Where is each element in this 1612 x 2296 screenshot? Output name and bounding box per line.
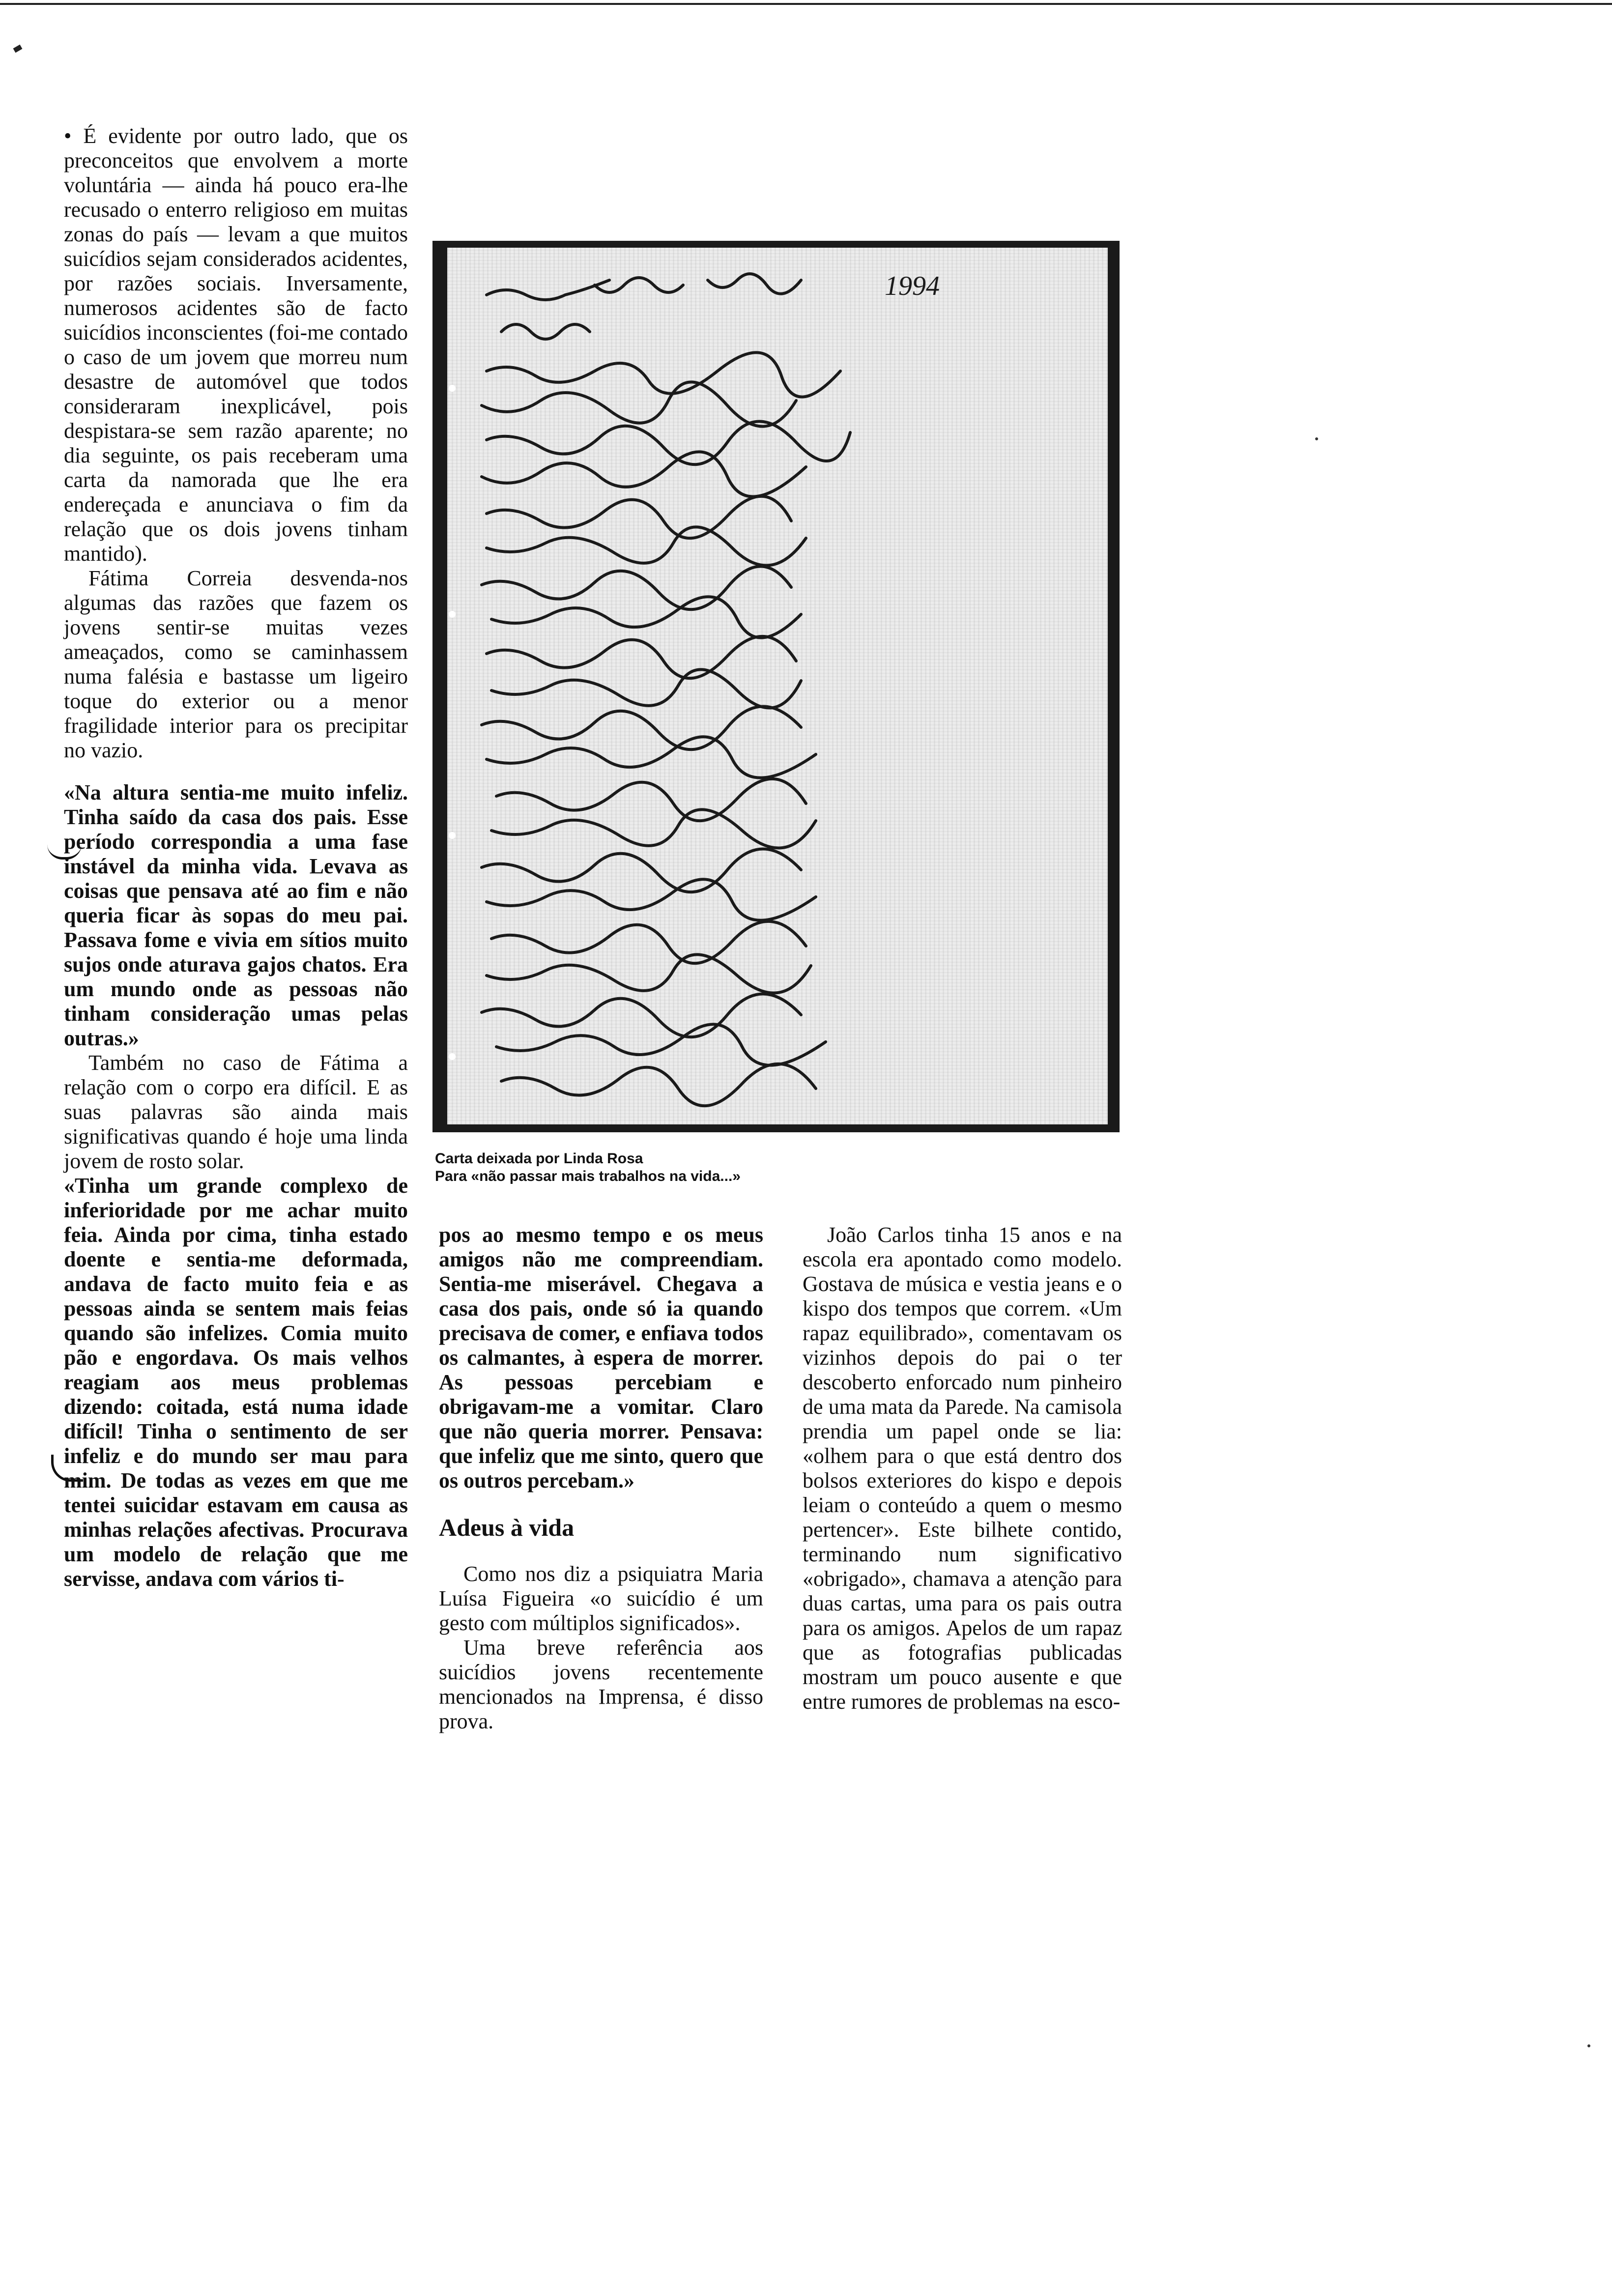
handwriting-scribbles — [432, 241, 1120, 1132]
figure-caption — [435, 1150, 926, 1185]
paragraph: • É evidente por outro lado, que os preconceitos que envolvem a morte voluntária — ainda há pouco era-lhe recusado o enterro religioso em muitas zonas do país — levam a que muitos suicídios sejam considerados acidentes, por razões sociais. Inversamente, numerosos acidentes são de facto suicídios inconscientes (foi-me contado o caso de um jovem que morreu num desastre de automóvel que todos consideraram inexplicável, pois despistara-se sem razão aparente; no dia seguinte, os pais receberam uma carta da namorada que lhe era endereçada e anunciava o fim da relação que os dois jovens tinham mantido). — [64, 124, 408, 566]
speck — [1315, 437, 1318, 440]
corner-mark — [13, 45, 23, 53]
paragraph: João Carlos tinha 15 anos e na escola era apontado como modelo. Gostava de música e vestia jeans e o kispo dos tempos que correm. «Um rapaz equilibrado», comentavam os vizinhos depois do pai o ter descoberto enforcado num pinheiro de uma mata da Parede. Na camisola prendia um papel onde se lia: «olhem para o que está dentro dos bolsos exteriores do kispo e depois leiam o conteúdo a quem o mesmo pertencer». Este bilhete contido, terminando num significativo «obrigado», chamava a atenção para duas cartas, uma para os pais outra para os amigos. Apelos de um rapaz que as fotografias publicadas mostram um pouco ausente e que entre rumores de problemas na esco- — [803, 1223, 1122, 1714]
speck — [1587, 2044, 1590, 2047]
caption-line-2: Para «não passar mais trabalhos na vida...» — [435, 1168, 741, 1184]
quote-paragraph: «Na altura sentia-me muito infeliz. Tinha saído da casa dos pais. Esse período correspondia a uma fase instável da minha vida. Levava as coisas que pensava até ao fim e não queria ficar às sopas do meu pai. Passava fome e vivia em sítios muito sujos onde aturava gajos chatos. Era um mundo onde as pessoas não tinham consideração umas pelas outras.» — [64, 780, 408, 1050]
paragraph: Fátima Correia desvenda-nos algumas das razões que fazem os jovens sentir-se muitas vezes ameaçados, como se caminhassem numa falésia e bastasse um ligeiro toque do exterior ou a menor fragilidade interior para os precipitar no vazio. — [64, 566, 408, 762]
quote-paragraph: pos ao mesmo tempo e os meus amigos não me compreendiam. Sentia-me miserável. Chegava a casa dos pais, onde só ia quando precisava de comer, e enfiava todos os calmantes, à espera de morrer. As pessoas percebiam e obrigavam-me a vomitar. Claro que não queria morrer. Pensava: que infeliz que me sinto, quero que os outros percebam.» — [439, 1223, 763, 1492]
letter-date: 1994 — [885, 271, 940, 301]
paragraph: Também no caso de Fátima a relação com o corpo era difícil. E as suas palavras são ainda mais significativas quando é hoje uma linda jovem de rosto solar. — [64, 1051, 408, 1173]
article-column-1 — [64, 124, 408, 1591]
paragraph: Uma breve referência aos suicídios jovens recentemente mencionados na Imprensa, é disso prova. — [439, 1636, 763, 1733]
article-column-2 — [439, 1223, 763, 1734]
section-subheading: Adeus à vida — [439, 1514, 575, 1541]
quote-paragraph: «Tinha um grande complexo de inferioridade por me achar muito feia. Ainda por cima, tinha estado doente e sentia-me deformada, andava de facto muito feia e as pessoas ainda se sentem mais feias quando são infelizes. Comia muito pão e engordava. Os mais velhos reagiam aos meus problemas dizendo: coitada, está numa idade difícil! Tinha o sentimento de ser infeliz e do mundo ser mau para mim. De todas as vezes em que me tentei suicidar estavam em causa as minhas relações afectivas. Procurava um modelo de relação que me servisse, andava com vários ti- — [64, 1174, 408, 1591]
handwritten-letter-photo — [432, 241, 1120, 1132]
article-column-3 — [803, 1223, 1122, 1714]
top-rule — [0, 3, 1612, 5]
paragraph: Como nos diz a psiquiatra Maria Luísa Figueira «o suicídio é um gesto com múltiplos significados». — [439, 1562, 763, 1635]
caption-line-1: Carta deixada por Linda Rosa — [435, 1150, 643, 1167]
